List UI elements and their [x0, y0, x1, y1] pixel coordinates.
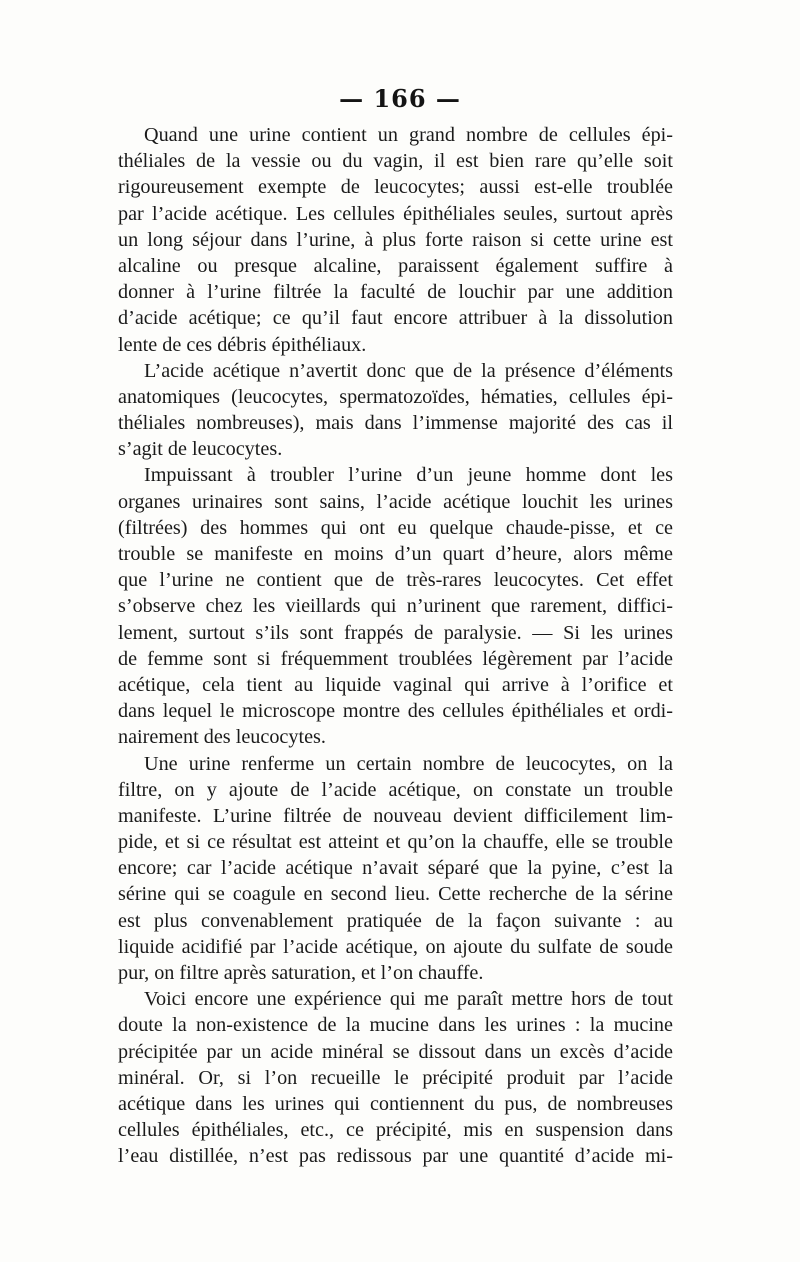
text-line: donner à l’urine filtrée la faculté de louchir par une addition: [118, 281, 673, 304]
text-line: trouble se manifeste en moins d’un quart d’heure, alors même: [118, 543, 673, 565]
text-line: doute la non-existence de la mucine dans les urines : la mucine: [118, 1014, 673, 1037]
text-line: Une urine renferme un certain nombre de leucocytes, on la: [144, 752, 673, 775]
text-line: pur, on filtre après saturation, et l’on chauffe.: [118, 962, 484, 984]
text-line: Quand une urine contient un grand nombre de cellules épi-: [144, 124, 673, 146]
text-line: acétique, cela tient au liquide vaginal qui arrive à l’orifice et: [118, 673, 673, 696]
paragraph: [118, 358, 673, 463]
text-line: pide, et si ce résultat est atteint et qu’on la chauffe, elle se trouble: [118, 831, 673, 854]
text-line: Voici encore une expérience qui me paraît mettre hors de tout: [144, 988, 673, 1011]
text-line: anatomiques (leucocytes, spermatozoïdes, hématies, cellules épi-: [118, 385, 673, 408]
text-line: liquide acidifié par l’acide acétique, on ajoute du sulfate de soude: [118, 935, 673, 958]
text-line: Impuissant à troubler l’urine d’un jeune homme dont les: [144, 464, 673, 487]
text-line: minéral. Or, si l’on recueille le précipité produit par l’acide: [118, 1066, 673, 1089]
text-line: sérine qui se coagule en second lieu. Cette recherche de la sérine: [118, 883, 673, 906]
text-line: nairement des leucocytes.: [118, 726, 326, 749]
text-line: théliales de la vessie ou du vagin, il est bien rare qu’elle soit: [118, 150, 673, 173]
text-line: un long séjour dans l’urine, à plus forte raison si cette urine est: [118, 228, 673, 251]
body-text: [118, 122, 673, 1170]
text-line: organes urinaires sont sains, l’acide acétique louchit les urines: [118, 490, 673, 513]
text-line: cellules épithéliales, etc., ce précipité, mis en suspension dans: [118, 1119, 673, 1142]
text-line: que l’urine ne contient que de très-rares leucocytes. Cet effet: [118, 569, 673, 592]
text-line: rigoureusement exempte de leucocytes; aussi est-elle troublée: [118, 176, 673, 199]
text-line: s’observe chez les vieillards qui n’urinent que rarement, diffici-: [118, 595, 673, 618]
page-number: — 166 —: [339, 84, 461, 113]
text-line: théliales nombreuses), mais dans l’immense majorité des cas il: [118, 412, 673, 435]
text-line: dans lequel le microscope montre des cellules épithéliales et ordi-: [118, 700, 673, 723]
text-line: est plus convenablement pratiquée de la façon suivante : au: [118, 909, 673, 932]
text-line: (filtrées) des hommes qui ont eu quelque chaude-pisse, et ce: [118, 516, 673, 539]
text-line: encore; car l’acide acétique n’avait séparé que la pyine, c’est la: [118, 857, 673, 880]
paragraph: [118, 986, 673, 1169]
text-line: précipitée par un acide minéral se dissout dans un excès d’acide: [118, 1040, 673, 1063]
paragraph: [118, 462, 673, 750]
paragraph: [118, 122, 673, 358]
text-line: l’eau distillée, n’est pas redissous par une quantité d’acide mi-: [118, 1145, 673, 1168]
text-line: s’agit de leucocytes.: [118, 438, 283, 461]
text-line: par l’acide acétique. Les cellules épithéliales seules, surtout après: [118, 202, 673, 225]
text-line: manifeste. L’urine filtrée de nouveau devient difficilement lim-: [118, 804, 673, 827]
text-line: alcaline ou presque alcaline, paraissent également suffire à: [118, 254, 673, 277]
text-line: lement, surtout s’ils sont frappés de paralysie. — Si les urines: [118, 621, 673, 644]
text-line: d’acide acétique; ce qu’il faut encore attribuer à la dissolution: [118, 307, 673, 330]
text-line: de femme sont si fréquemment troublées légèrement par l’acide: [118, 647, 673, 670]
paragraph: [118, 751, 673, 987]
text-line: filtre, on y ajoute de l’acide acétique, on constate un trouble: [118, 778, 673, 801]
text-line: lente de ces débris épithéliaux.: [118, 333, 367, 356]
text-line: acétique dans les urines qui contiennent du pus, de nombreuses: [118, 1092, 673, 1115]
text-line: L’acide acétique n’avertit donc que de la présence d’éléments: [144, 359, 673, 382]
